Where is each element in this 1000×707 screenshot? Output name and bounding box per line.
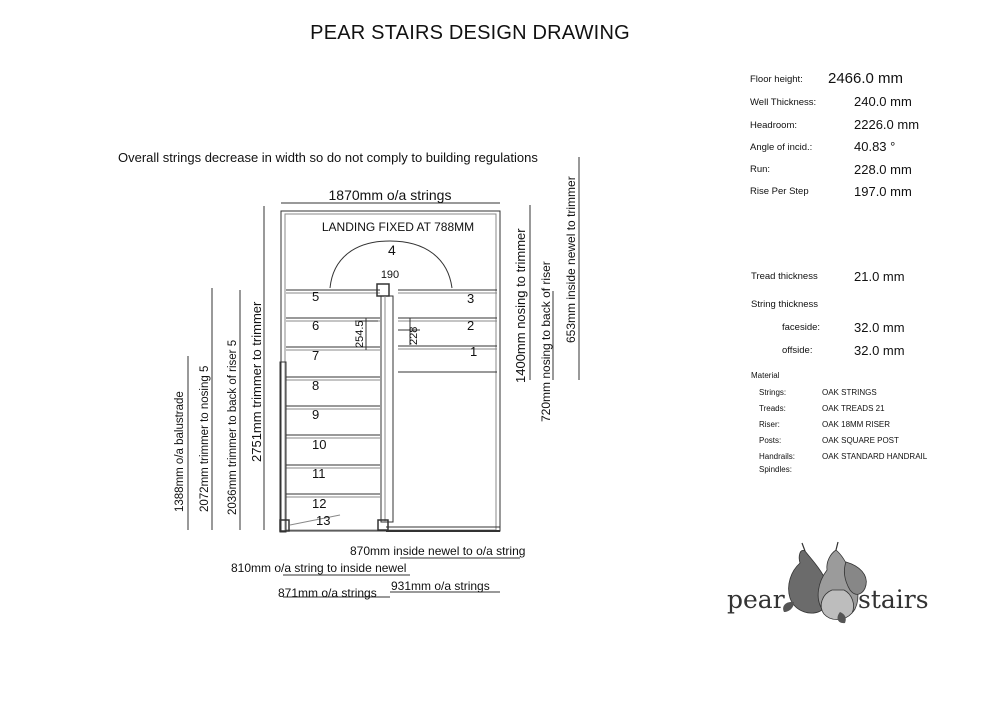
step-number: 6 — [312, 318, 320, 333]
post-dimension-label: 190 — [380, 269, 400, 281]
step-number: 11 — [312, 466, 326, 481]
material-value: OAK TREADS 21 — [822, 404, 885, 413]
regulation-warning: Overall strings decrease in width so do not comply to building regulations — [118, 150, 538, 165]
material-label: Strings: — [759, 388, 787, 397]
vertical-dimension-label: 720mm nosing to back of riser — [539, 261, 553, 422]
step-number: 12 — [312, 496, 327, 511]
inner-dimension-label: 254.5 — [354, 320, 366, 348]
faceside-label: faceside: — [782, 322, 821, 333]
landing-label: LANDING FIXED AT 788MM — [321, 220, 475, 234]
spec-value: 2226.0 mm — [854, 117, 920, 132]
material-value: OAK STRINGS — [822, 388, 877, 397]
material-label: Riser: — [759, 420, 780, 429]
step-number: 2 — [467, 318, 475, 333]
vertical-dimension-label: 1388mm o/a balustrade — [174, 391, 186, 512]
step-number: 3 — [467, 291, 475, 306]
spec-value: 2466.0 mm — [828, 70, 904, 87]
spec-value: 197.0 mm — [854, 184, 912, 199]
material-value: OAK STANDARD HANDRAIL — [822, 452, 928, 461]
inner-dimension-label: 228 — [408, 326, 420, 345]
bottom-dimension-label: 931mm o/a strings — [391, 579, 490, 593]
logo-text-stairs: stairs — [858, 585, 929, 614]
step-number: 9 — [312, 407, 320, 422]
step-number: 13 — [316, 513, 331, 528]
bottom-dimension-label: 810mm o/a string to inside newel — [231, 561, 407, 575]
material-value: OAK SQUARE POST — [822, 436, 899, 445]
material-label: Handrails: — [759, 452, 796, 461]
balustrade — [381, 296, 393, 522]
material-label: Posts: — [759, 436, 782, 445]
material-label: Treads: — [759, 404, 786, 413]
bottom-dimension-label: 871mm o/a strings — [278, 586, 377, 600]
material-label: Spindles: — [759, 465, 792, 474]
spec-label: Angle of incid.: — [750, 142, 813, 153]
bottom-dimension-label: 870mm inside newel to o/a string — [350, 544, 526, 558]
step-number: 7 — [312, 348, 320, 363]
offside-value: 32.0 mm — [854, 343, 905, 358]
offside-label: offside: — [782, 345, 813, 356]
step-number: 8 — [312, 378, 320, 393]
vertical-dimension-label: 2072mm trimmer to nosing 5 — [199, 365, 211, 512]
spec-label: Rise Per Step — [750, 186, 809, 197]
spec-value: 240.0 mm — [854, 94, 912, 109]
faceside-value: 32.0 mm — [854, 320, 905, 335]
outer-string — [281, 211, 500, 531]
step-number: 10 — [312, 437, 327, 452]
spec-value: 40.83 ° — [854, 139, 896, 154]
tread-line — [290, 515, 340, 525]
spec-label: Floor height: — [750, 74, 803, 85]
tread-thickness-label: Tread thickness — [751, 271, 818, 282]
top-dimension-label: 1870mm o/a strings — [328, 187, 452, 203]
vertical-dimension-label: 2036mm trimmer to back of riser 5 — [227, 339, 239, 515]
spec-value: 228.0 mm — [854, 162, 912, 177]
logo-text-pear: pear — [727, 585, 785, 614]
page-title: PEAR STAIRS DESIGN DRAWING — [310, 22, 630, 44]
vertical-dimension-label: 2751mm trimmer to trimmer — [249, 301, 264, 462]
spec-label: Run: — [750, 164, 771, 175]
step-number: 4 — [388, 242, 396, 258]
vertical-dimension-label: 653mm inside newel to trimmer — [564, 176, 578, 343]
spec-label: Headroom: — [750, 120, 797, 131]
string-thickness-label: String thickness — [751, 299, 819, 310]
material-heading: Material — [751, 371, 780, 380]
step-number: 1 — [470, 344, 478, 359]
material-value: OAK 18MM RISER — [822, 420, 891, 429]
vertical-dimension-label: 1400mm nosing to trimmer — [513, 228, 528, 383]
tread-thickness-value: 21.0 mm — [854, 269, 905, 284]
pear-icon — [783, 542, 866, 623]
pear-stairs-logo — [783, 542, 866, 623]
step-number: 5 — [312, 289, 320, 304]
spec-label: Well Thickness: — [750, 97, 817, 108]
